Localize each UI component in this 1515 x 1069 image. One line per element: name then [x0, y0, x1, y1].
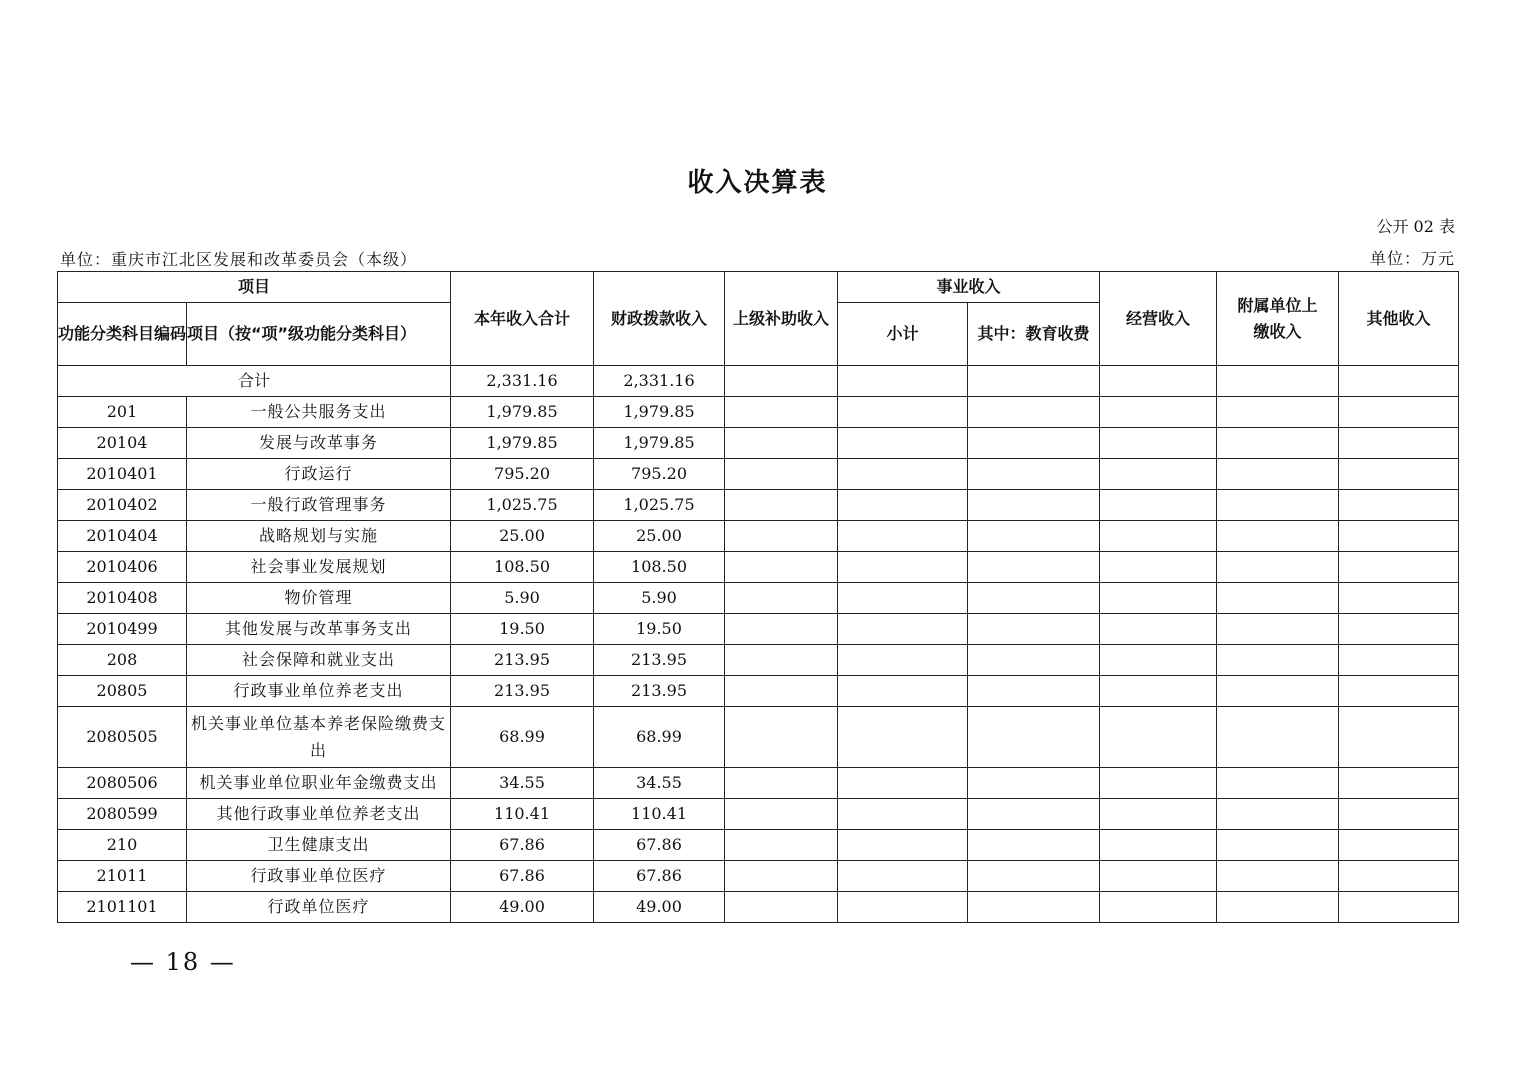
header-total: 本年收入合计: [451, 272, 594, 366]
page-number: — 18 —: [130, 948, 236, 976]
empty-cell: [838, 583, 968, 614]
empty-cell: [838, 521, 968, 552]
table-row: [58, 459, 1459, 490]
empty-cell: [1100, 645, 1217, 676]
header-affiliate: 附属单位上缴收入: [1217, 272, 1339, 366]
row-code: 21011: [58, 861, 187, 892]
row-total: 213.95: [451, 676, 594, 707]
table-row: [58, 830, 1459, 861]
row-fiscal: 25.00: [594, 521, 725, 552]
row-code: 20805: [58, 676, 187, 707]
table-row: [58, 645, 1459, 676]
empty-cell: [1100, 397, 1217, 428]
empty-cell: [1339, 397, 1459, 428]
empty-cell: [1339, 707, 1459, 768]
total-amount: 2,331.16: [451, 366, 594, 397]
empty-cell: [725, 799, 838, 830]
empty-cell: [725, 830, 838, 861]
empty-cell: [1100, 583, 1217, 614]
row-code: 2010408: [58, 583, 187, 614]
row-name: 社会保障和就业支出: [187, 645, 451, 676]
row-fiscal: 213.95: [594, 645, 725, 676]
empty-cell: [1217, 892, 1339, 923]
empty-cell: [1217, 830, 1339, 861]
empty-cell: [1100, 614, 1217, 645]
row-fiscal: 1,025.75: [594, 490, 725, 521]
empty-cell: [838, 861, 968, 892]
row-name: 战略规划与实施: [187, 521, 451, 552]
empty-cell: [1339, 490, 1459, 521]
empty-cell: [968, 490, 1100, 521]
table-row: [58, 768, 1459, 799]
row-code: 2010404: [58, 521, 187, 552]
empty-cell: [968, 707, 1100, 768]
table-row: [58, 583, 1459, 614]
empty-cell: [1217, 428, 1339, 459]
row-fiscal: 19.50: [594, 614, 725, 645]
empty-cell: [1217, 707, 1339, 768]
row-fiscal: 1,979.85: [594, 397, 725, 428]
row-name: 社会事业发展规划: [187, 552, 451, 583]
row-code: 208: [58, 645, 187, 676]
row-code: 201: [58, 397, 187, 428]
empty-cell: [968, 583, 1100, 614]
empty-cell: [1339, 645, 1459, 676]
row-code: 2080505: [58, 707, 187, 768]
unit-organization: 单位：重庆市江北区发展和改革委员会（本级）: [60, 250, 418, 269]
empty-cell: [1217, 490, 1339, 521]
table-row: [58, 614, 1459, 645]
row-total: 1,025.75: [451, 490, 594, 521]
table-row: [58, 707, 1459, 768]
row-fiscal: 67.86: [594, 861, 725, 892]
empty-cell: [725, 707, 838, 768]
row-name: 行政运行: [187, 459, 451, 490]
row-fiscal: 49.00: [594, 892, 725, 923]
header-superior: 上级补助收入: [725, 272, 838, 366]
row-total: 5.90: [451, 583, 594, 614]
total-label: 合计: [58, 366, 451, 397]
empty-cell: [1217, 861, 1339, 892]
row-fiscal: 108.50: [594, 552, 725, 583]
row-code: 2010401: [58, 459, 187, 490]
empty-cell: [1100, 799, 1217, 830]
empty-cell: [968, 892, 1100, 923]
empty-cell: [838, 397, 968, 428]
empty-cell: [968, 397, 1100, 428]
empty-cell: [1339, 614, 1459, 645]
empty-cell: [1339, 799, 1459, 830]
table-row: [58, 521, 1459, 552]
empty-cell: [725, 490, 838, 521]
row-code: 2080599: [58, 799, 187, 830]
empty-cell: [725, 861, 838, 892]
empty-cell: [725, 645, 838, 676]
row-code: 20104: [58, 428, 187, 459]
table-row: [58, 861, 1459, 892]
empty-cell: [968, 830, 1100, 861]
row-total: 1,979.85: [451, 428, 594, 459]
row-fiscal: 110.41: [594, 799, 725, 830]
page-title: 收入决算表: [687, 168, 828, 198]
row-name: 机关事业单位基本养老保险缴费支出: [187, 707, 451, 768]
total-row: [58, 366, 1459, 397]
row-code: 2010402: [58, 490, 187, 521]
empty-cell: [968, 614, 1100, 645]
empty-cell: [725, 614, 838, 645]
empty-cell: [1339, 861, 1459, 892]
empty-cell: [725, 552, 838, 583]
row-total: 213.95: [451, 645, 594, 676]
empty-cell: [968, 799, 1100, 830]
row-total: 108.50: [451, 552, 594, 583]
row-total: 67.86: [451, 830, 594, 861]
row-total: 25.00: [451, 521, 594, 552]
empty-cell: [968, 768, 1100, 799]
empty-cell: [968, 861, 1100, 892]
row-total: 110.41: [451, 799, 594, 830]
empty-cell: [725, 459, 838, 490]
row-name: 一般行政管理事务: [187, 490, 451, 521]
row-code: 2010406: [58, 552, 187, 583]
empty-cell: [1100, 490, 1217, 521]
row-total: 795.20: [451, 459, 594, 490]
row-name: 一般公共服务支出: [187, 397, 451, 428]
row-total: 68.99: [451, 707, 594, 768]
header-subtotal: 小计: [838, 303, 968, 366]
row-name: 行政事业单位医疗: [187, 861, 451, 892]
empty-cell: [1100, 707, 1217, 768]
empty-cell: [1217, 614, 1339, 645]
empty-cell: [968, 428, 1100, 459]
empty-cell: [1217, 521, 1339, 552]
empty-cell: [838, 830, 968, 861]
empty-cell: [1100, 428, 1217, 459]
empty-cell: [1339, 676, 1459, 707]
table-row: [58, 397, 1459, 428]
header-operating: 经营收入: [1100, 272, 1217, 366]
empty-cell: [968, 552, 1100, 583]
empty-cell: [725, 428, 838, 459]
empty-cell: [1100, 676, 1217, 707]
header-business: 事业收入: [838, 272, 1100, 303]
empty-cell: [1100, 861, 1217, 892]
empty-cell: [725, 583, 838, 614]
empty-cell: [1339, 459, 1459, 490]
row-total: 34.55: [451, 768, 594, 799]
empty-cell: [1339, 583, 1459, 614]
empty-cell: [838, 490, 968, 521]
row-name: 卫生健康支出: [187, 830, 451, 861]
empty-cell: [838, 768, 968, 799]
empty-cell: [1339, 552, 1459, 583]
row-fiscal: 67.86: [594, 830, 725, 861]
empty-cell: [838, 799, 968, 830]
empty-cell: [1339, 768, 1459, 799]
row-total: 1,979.85: [451, 397, 594, 428]
empty-cell: [968, 645, 1100, 676]
row-total: 19.50: [451, 614, 594, 645]
table-row: [58, 552, 1459, 583]
total-fiscal: 2,331.16: [594, 366, 725, 397]
empty-cell: [1217, 676, 1339, 707]
header-item: 项目（按“项”级功能分类科目）: [187, 303, 451, 366]
header-code: 功能分类科目编码: [58, 303, 187, 366]
empty-cell: [838, 676, 968, 707]
empty-cell: [1217, 583, 1339, 614]
row-name: 机关事业单位职业年金缴费支出: [187, 768, 451, 799]
empty-cell: [838, 428, 968, 459]
row-fiscal: 795.20: [594, 459, 725, 490]
table-row: [58, 676, 1459, 707]
empty-cell: [1339, 428, 1459, 459]
empty-cell: [968, 459, 1100, 490]
header-fiscal: 财政拨款收入: [594, 272, 725, 366]
empty-cell: [725, 892, 838, 923]
empty-cell: [838, 645, 968, 676]
empty-cell: [838, 552, 968, 583]
empty-cell: [1339, 892, 1459, 923]
empty-cell: [838, 892, 968, 923]
empty-cell: [725, 768, 838, 799]
empty-cell: [1100, 459, 1217, 490]
empty-cell: [1217, 799, 1339, 830]
table-row: [58, 428, 1459, 459]
empty-cell: [1100, 768, 1217, 799]
empty-cell: [1217, 397, 1339, 428]
empty-cell: [1217, 768, 1339, 799]
row-name: 发展与改革事务: [187, 428, 451, 459]
table-row: [58, 490, 1459, 521]
empty-cell: [1100, 521, 1217, 552]
row-fiscal: 1,979.85: [594, 428, 725, 459]
row-code: 2101101: [58, 892, 187, 923]
row-name: 行政单位医疗: [187, 892, 451, 923]
header-edu: 其中：教育收费: [968, 303, 1100, 366]
empty-cell: [725, 397, 838, 428]
table-row: [58, 892, 1459, 923]
empty-cell: [1217, 645, 1339, 676]
table-row: [58, 799, 1459, 830]
income-table: [57, 271, 1459, 923]
empty-cell: [1217, 459, 1339, 490]
empty-cell: [838, 707, 968, 768]
empty-cell: [1339, 521, 1459, 552]
unit-currency: 单位：万元: [1369, 249, 1455, 268]
empty-cell: [968, 676, 1100, 707]
row-code: 210: [58, 830, 187, 861]
row-total: 67.86: [451, 861, 594, 892]
row-code: 2080506: [58, 768, 187, 799]
row-name: 其他行政事业单位养老支出: [187, 799, 451, 830]
empty-cell: [1100, 830, 1217, 861]
empty-cell: [1339, 830, 1459, 861]
row-name: 物价管理: [187, 583, 451, 614]
row-name: 其他发展与改革事务支出: [187, 614, 451, 645]
row-total: 49.00: [451, 892, 594, 923]
empty-cell: [725, 521, 838, 552]
empty-cell: [838, 614, 968, 645]
empty-cell: [968, 521, 1100, 552]
row-code: 2010499: [58, 614, 187, 645]
row-fiscal: 34.55: [594, 768, 725, 799]
row-fiscal: 213.95: [594, 676, 725, 707]
empty-cell: [1217, 552, 1339, 583]
row-fiscal: 5.90: [594, 583, 725, 614]
row-fiscal: 68.99: [594, 707, 725, 768]
row-name: 行政事业单位养老支出: [187, 676, 451, 707]
empty-cell: [1100, 892, 1217, 923]
header-project: 项目: [58, 272, 451, 303]
empty-cell: [1100, 552, 1217, 583]
header-other: 其他收入: [1339, 272, 1459, 366]
form-number: 公开 02 表: [1376, 217, 1455, 236]
empty-cell: [725, 676, 838, 707]
empty-cell: [838, 459, 968, 490]
